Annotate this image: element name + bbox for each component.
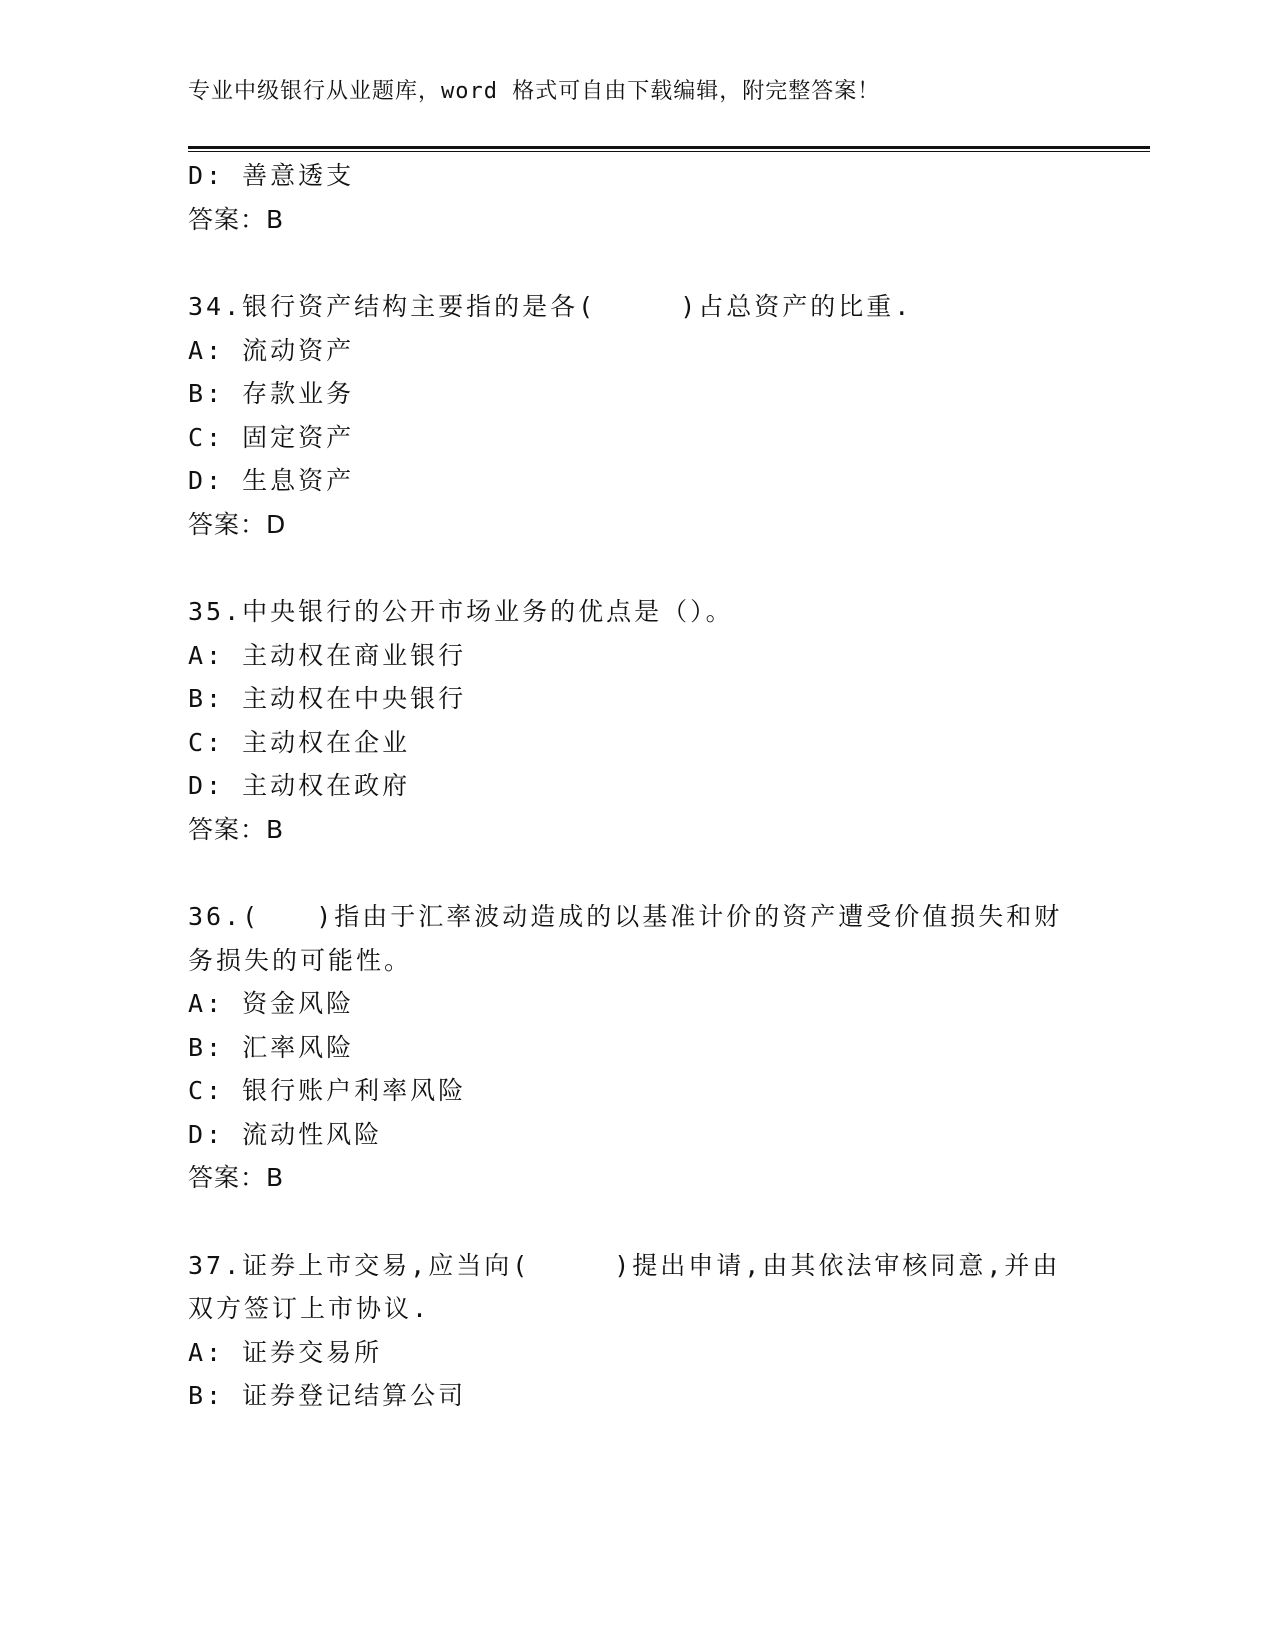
question-34-option-c: C: 固定资产 — [188, 423, 355, 452]
question-36-stem-line-1: 36.( )指由于汇率波动造成的以基准计价的资产遭受价值损失和财 — [188, 902, 1063, 931]
question-37-stem-line-2: 双方签订上市协议. — [188, 1294, 431, 1323]
question-34-option-b: B: 存款业务 — [188, 379, 355, 408]
question-36-option-b: B: 汇率风险 — [188, 1033, 355, 1062]
question-37-option-a: A: 证券交易所 — [188, 1338, 383, 1367]
question-35-option-d: D: 主动权在政府 — [188, 771, 411, 800]
question-34-stem: 34.银行资产结构主要指的是各( )占总资产的比重. — [188, 292, 913, 321]
header-rule-thin — [188, 151, 1150, 152]
question-36-answer: 答案：B — [188, 1163, 285, 1192]
question-34-option-d: D: 生息资产 — [188, 466, 355, 495]
question-35-answer: 答案：B — [188, 815, 285, 844]
question-36-stem-line-2: 务损失的可能性。 — [188, 946, 413, 975]
question-35-option-b: B: 主动权在中央银行 — [188, 684, 467, 713]
header-rule-thick — [188, 146, 1150, 149]
option-d: D: 善意透支 — [188, 161, 355, 190]
question-37-stem-line-1: 37.证券上市交易,应当向( )提出申请,由其依法审核同意,并由 — [188, 1251, 1061, 1280]
question-35-stem: 35.中央银行的公开市场业务的优点是（）。 — [188, 597, 734, 626]
question-36-option-c: C: 银行账户利率风险 — [188, 1076, 467, 1105]
question-34-answer: 答案：D — [188, 510, 287, 539]
question-35-option-a: A: 主动权在商业银行 — [188, 641, 467, 670]
page-header: 专业中级银行从业题库，word 格式可自由下载编辑，附完整答案！ — [188, 79, 881, 104]
question-36-option-a: A: 资金风险 — [188, 989, 355, 1018]
answer: 答案：B — [188, 205, 285, 234]
question-35-option-c: C: 主动权在企业 — [188, 728, 411, 757]
question-37-option-b: B: 证券登记结算公司 — [188, 1381, 467, 1410]
question-36-option-d: D: 流动性风险 — [188, 1120, 383, 1149]
question-34-option-a: A: 流动资产 — [188, 336, 355, 365]
